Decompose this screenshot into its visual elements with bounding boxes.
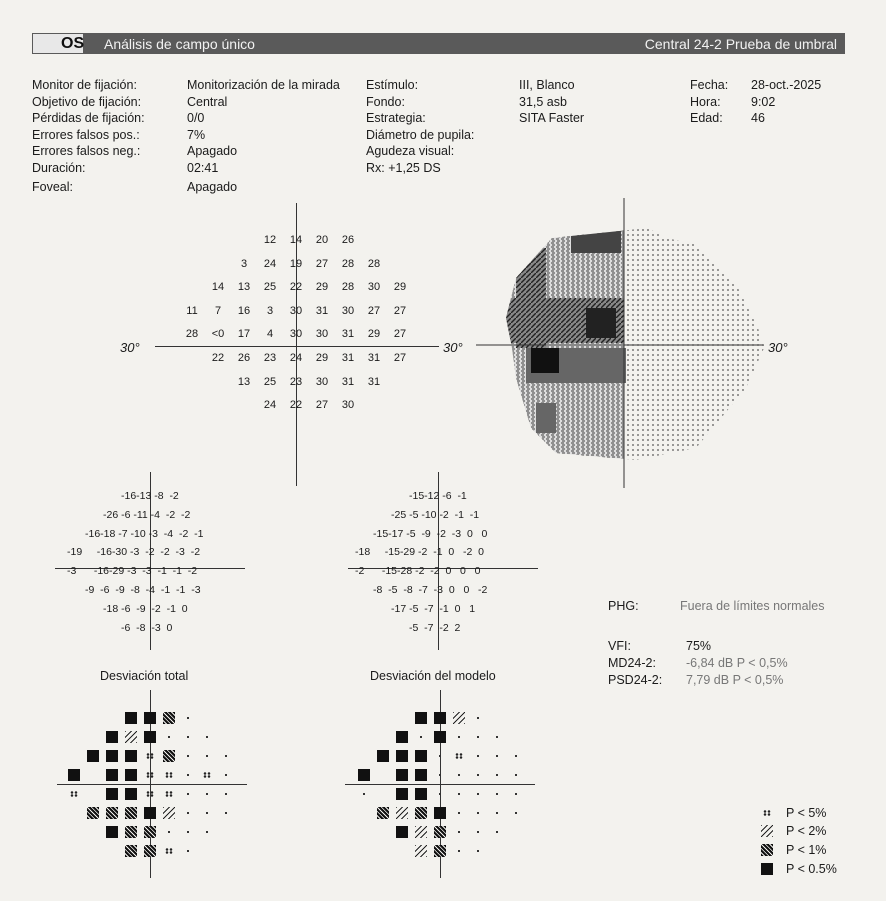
legend-label-p2: P < 2% bbox=[786, 824, 827, 838]
probability-symbol bbox=[165, 791, 173, 797]
threshold-value: 27 bbox=[393, 328, 407, 341]
deviation-row: -6 -8 -3 0 bbox=[121, 621, 173, 634]
info-col2-values bbox=[519, 77, 584, 127]
threshold-value: 24 bbox=[289, 352, 303, 364]
threshold-value: 22 bbox=[289, 399, 303, 412]
probability-symbol bbox=[187, 736, 189, 738]
probability-symbol bbox=[515, 774, 517, 776]
probability-symbol bbox=[515, 793, 517, 795]
probability-symbol bbox=[106, 731, 118, 743]
probability-symbol bbox=[496, 831, 498, 833]
threshold-value: 11 bbox=[186, 304, 198, 317]
info-value: Central bbox=[187, 94, 228, 109]
probability-symbol bbox=[496, 755, 498, 757]
probability-symbol bbox=[125, 712, 137, 724]
vfi-label: VFI: bbox=[608, 639, 631, 653]
probability-symbol bbox=[439, 774, 441, 776]
legend-label-p05: P < 0.5% bbox=[786, 862, 837, 876]
threshold-value: 27 bbox=[367, 304, 381, 317]
probability-symbol bbox=[125, 731, 137, 743]
threshold-value: 4 bbox=[266, 328, 274, 341]
probability-symbol bbox=[434, 826, 446, 838]
probability-symbol bbox=[434, 845, 446, 857]
threshold-value: <0 bbox=[211, 328, 225, 341]
threshold-value: 29 bbox=[315, 281, 329, 294]
threshold-value: 27 bbox=[393, 352, 407, 364]
probability-symbol bbox=[206, 793, 208, 795]
info-value-foveal: Apagado bbox=[187, 180, 238, 194]
threshold-axis-label-left: 30° bbox=[120, 340, 140, 355]
probability-symbol bbox=[146, 772, 154, 778]
threshold-value: 16 bbox=[237, 304, 251, 317]
threshold-value: 31 bbox=[367, 352, 381, 364]
probability-symbol bbox=[496, 774, 498, 776]
legend-label-p1: P < 1% bbox=[786, 843, 827, 857]
info-label: Pérdidas de fijación: bbox=[32, 111, 145, 125]
threshold-value: 27 bbox=[315, 399, 329, 412]
probability-symbol bbox=[434, 731, 446, 743]
threshold-value: 12 bbox=[263, 234, 277, 246]
total-prob-horizontal-axis bbox=[57, 784, 247, 785]
deviation-row: -18 -15-29 -2 -1 0 -2 0 bbox=[355, 546, 484, 559]
threshold-value: 23 bbox=[263, 352, 277, 364]
probability-symbol bbox=[458, 831, 460, 833]
threshold-value: 30 bbox=[315, 328, 329, 341]
phg-value: Fuera de límites normales bbox=[680, 599, 825, 613]
probability-symbol bbox=[377, 750, 389, 762]
probability-symbol bbox=[458, 736, 460, 738]
legend-label-p5: P < 5% bbox=[786, 806, 827, 820]
deviation-row: -9 -6 -9 -8 -4 -1 -1 -3 bbox=[85, 584, 201, 596]
p1-symbol-icon bbox=[761, 844, 773, 856]
probability-symbol bbox=[146, 753, 154, 759]
probability-symbol bbox=[415, 750, 427, 762]
info-col2-labels bbox=[366, 77, 474, 176]
threshold-value: 29 bbox=[393, 281, 407, 294]
probability-symbol bbox=[187, 812, 189, 814]
grayscale-field bbox=[476, 198, 796, 488]
threshold-value: 30 bbox=[315, 375, 329, 388]
probability-symbol bbox=[358, 769, 370, 781]
probability-symbol bbox=[144, 712, 156, 724]
phg-label: PHG: bbox=[608, 599, 639, 613]
probability-symbol bbox=[125, 807, 137, 819]
threshold-value: 22 bbox=[211, 352, 225, 364]
info-value: 0/0 bbox=[187, 111, 205, 125]
threshold-value: 31 bbox=[315, 304, 329, 317]
probability-symbol bbox=[206, 812, 208, 814]
probability-symbol bbox=[125, 845, 137, 857]
info-value: 46 bbox=[751, 111, 765, 125]
probability-symbol bbox=[206, 736, 208, 738]
md-label: MD24-2: bbox=[608, 656, 656, 670]
p5-symbol-icon bbox=[763, 810, 771, 816]
deviation-row: -5 -7 -2 2 bbox=[409, 621, 461, 634]
info-label: Edad: bbox=[690, 111, 723, 125]
probability-symbol bbox=[225, 755, 227, 757]
threshold-value: 31 bbox=[341, 375, 355, 388]
probability-symbol bbox=[70, 791, 78, 797]
threshold-value: 31 bbox=[341, 352, 355, 364]
info-value: 31,5 asb bbox=[519, 94, 567, 109]
threshold-value: 28 bbox=[367, 257, 381, 270]
probability-symbol bbox=[515, 755, 517, 757]
probability-symbol bbox=[477, 831, 479, 833]
probability-symbol bbox=[125, 826, 137, 838]
probability-symbol bbox=[225, 793, 227, 795]
probability-symbol bbox=[458, 812, 460, 814]
probability-symbol bbox=[477, 850, 479, 852]
deviation-row: -16-18 -7 -10 -3 -4 -2 -1 bbox=[85, 527, 204, 540]
p05-symbol-icon bbox=[761, 863, 773, 875]
info-label: Rx: +1,25 DS bbox=[366, 160, 441, 175]
info-col3-values bbox=[751, 77, 821, 127]
threshold-value: 17 bbox=[237, 328, 251, 341]
probability-symbol bbox=[106, 826, 118, 838]
probability-symbol bbox=[415, 769, 427, 781]
deviation-row: -8 -5 -8 -7 -3 0 0 -2 bbox=[373, 584, 488, 596]
probability-symbol bbox=[434, 807, 446, 819]
pattern-deviation-label: Desviación del modelo bbox=[370, 669, 496, 683]
info-label: Estrategia: bbox=[366, 111, 426, 125]
info-label-foveal: Foveal: bbox=[32, 180, 73, 194]
probability-symbol bbox=[455, 753, 463, 759]
threshold-value: 26 bbox=[237, 352, 251, 364]
info-col3-labels bbox=[690, 77, 728, 127]
info-label: Errores falsos neg.: bbox=[32, 144, 141, 158]
probability-symbol bbox=[420, 736, 422, 738]
probability-symbol bbox=[187, 831, 189, 833]
info-value: SITA Faster bbox=[519, 111, 585, 125]
probability-symbol bbox=[187, 717, 189, 719]
probability-symbol bbox=[496, 736, 498, 738]
probability-symbol bbox=[144, 826, 156, 838]
total-deviation-label: Desviación total bbox=[100, 669, 189, 683]
threshold-value: 14 bbox=[289, 234, 303, 246]
deviation-row: -26 -6 -11 -4 -2 -2 bbox=[103, 508, 191, 521]
threshold-value: 28 bbox=[341, 281, 355, 294]
report-header bbox=[32, 33, 845, 54]
threshold-value: 25 bbox=[263, 375, 277, 388]
eye-label: OS bbox=[61, 35, 85, 52]
psd-value: 7,79 dB P < 0,5% bbox=[686, 673, 784, 687]
report-title: Análisis de campo único bbox=[104, 36, 255, 52]
info-value: Monitorización de la mirada bbox=[187, 78, 340, 92]
info-label: Hora: bbox=[690, 94, 721, 109]
deviation-row: -3 -16-29 -3 -3 -1 -1 -2 bbox=[67, 565, 198, 578]
probability-symbol bbox=[106, 807, 118, 819]
info-value: 28-oct.-2025 bbox=[751, 78, 822, 92]
probability-symbol bbox=[87, 807, 99, 819]
threshold-value: 28 bbox=[185, 328, 199, 341]
info-label: Estímulo: bbox=[366, 78, 419, 92]
probability-symbol bbox=[225, 774, 227, 776]
pattern-prob-horizontal-axis bbox=[345, 784, 535, 785]
probability-symbol bbox=[439, 755, 441, 757]
probability-symbol bbox=[396, 769, 408, 781]
probability-symbol bbox=[477, 774, 479, 776]
probability-symbol bbox=[396, 750, 408, 762]
probability-symbol bbox=[125, 788, 137, 800]
threshold-value: 31 bbox=[341, 328, 355, 341]
probability-symbol bbox=[458, 793, 460, 795]
threshold-value: 23 bbox=[289, 375, 303, 388]
grayscale-plot bbox=[476, 198, 796, 488]
threshold-value: 24 bbox=[263, 399, 277, 412]
threshold-value: 30 bbox=[341, 399, 355, 412]
threshold-value: 30 bbox=[289, 328, 303, 341]
probability-symbol bbox=[415, 826, 427, 838]
info-value: 02:41 bbox=[187, 160, 219, 175]
probability-symbol bbox=[363, 793, 365, 795]
probability-symbol bbox=[206, 755, 208, 757]
info-value: III, Blanco bbox=[519, 78, 575, 92]
probability-symbol bbox=[87, 750, 99, 762]
probability-symbol bbox=[144, 845, 156, 857]
threshold-value: 13 bbox=[237, 281, 251, 294]
probability-symbol bbox=[458, 850, 460, 852]
psd-label: PSD24-2: bbox=[608, 673, 663, 687]
probability-symbol bbox=[125, 750, 137, 762]
probability-symbol bbox=[203, 772, 211, 778]
probability-symbol bbox=[396, 788, 408, 800]
threshold-value: 22 bbox=[289, 281, 303, 294]
threshold-value: 19 bbox=[289, 257, 303, 270]
probability-symbol bbox=[415, 807, 427, 819]
probability-symbol bbox=[396, 826, 408, 838]
probability-symbol bbox=[163, 750, 175, 762]
probability-symbol bbox=[477, 755, 479, 757]
probability-symbol bbox=[187, 755, 189, 757]
threshold-value: 3 bbox=[266, 304, 274, 317]
probability-symbol bbox=[106, 769, 118, 781]
probability-symbol bbox=[165, 772, 173, 778]
probability-symbol bbox=[515, 812, 517, 814]
info-value: Apagado bbox=[187, 144, 238, 158]
probability-symbol bbox=[477, 736, 479, 738]
threshold-value: 29 bbox=[367, 328, 381, 341]
md-value: -6,84 dB P < 0,5% bbox=[686, 656, 788, 670]
probability-symbol bbox=[165, 848, 173, 854]
probability-symbol bbox=[163, 807, 175, 819]
info-label: Monitor de fijación: bbox=[32, 78, 137, 92]
probability-symbol bbox=[477, 793, 479, 795]
eye-badge bbox=[32, 33, 84, 54]
probability-symbol bbox=[163, 712, 175, 724]
probability-symbol bbox=[396, 731, 408, 743]
probability-symbol bbox=[187, 793, 189, 795]
info-label: Diámetro de pupila: bbox=[366, 127, 475, 142]
threshold-horizontal-axis bbox=[155, 346, 439, 347]
info-value: 9:02 bbox=[751, 94, 776, 109]
probability-symbol bbox=[396, 807, 408, 819]
info-value: 7% bbox=[187, 127, 206, 142]
threshold-axis-label-right: 30° bbox=[443, 340, 463, 355]
probability-symbol bbox=[187, 774, 189, 776]
threshold-value: 24 bbox=[263, 257, 277, 270]
probability-symbol bbox=[415, 845, 427, 857]
probability-symbol bbox=[146, 791, 154, 797]
threshold-value: 14 bbox=[211, 281, 225, 294]
probability-symbol bbox=[144, 731, 156, 743]
info-label: Agudeza visual: bbox=[366, 144, 455, 158]
probability-symbol bbox=[206, 831, 208, 833]
threshold-value: 31 bbox=[367, 375, 381, 388]
deviation-row: -17 -5 -7 -1 0 1 bbox=[391, 602, 476, 615]
info-label: Fecha: bbox=[690, 78, 729, 92]
threshold-value: 7 bbox=[214, 304, 222, 317]
probability-symbol bbox=[144, 807, 156, 819]
deviation-row: -25 -5 -10 -2 -1 -1 bbox=[391, 508, 480, 521]
threshold-value: 3 bbox=[240, 257, 248, 270]
threshold-value: 27 bbox=[315, 257, 329, 270]
probability-symbol bbox=[439, 793, 441, 795]
threshold-value: 13 bbox=[237, 375, 251, 388]
threshold-value: 30 bbox=[289, 304, 303, 317]
threshold-value: 27 bbox=[393, 304, 407, 317]
threshold-value: 30 bbox=[341, 304, 355, 317]
threshold-value: 20 bbox=[315, 234, 329, 246]
probability-symbol bbox=[434, 712, 446, 724]
probability-symbol bbox=[68, 769, 80, 781]
info-label: Objetivo de fijación: bbox=[32, 94, 142, 109]
deviation-row: -15-17 -5 -9 -2 -3 0 0 bbox=[373, 527, 488, 540]
info-label: Errores falsos pos.: bbox=[32, 127, 140, 142]
probability-symbol bbox=[415, 712, 427, 724]
deviation-row: -16-13 -8 -2 bbox=[121, 490, 179, 502]
probability-symbol bbox=[496, 793, 498, 795]
threshold-value: 29 bbox=[315, 352, 329, 364]
deviation-row: -15-12 -6 -1 bbox=[409, 490, 467, 502]
probability-symbol bbox=[125, 769, 137, 781]
probability-symbol bbox=[477, 717, 479, 719]
probability-symbol bbox=[106, 750, 118, 762]
probability-symbol bbox=[168, 736, 170, 738]
threshold-value: 28 bbox=[341, 257, 355, 270]
info-label: Duración: bbox=[32, 160, 86, 175]
test-name: Central 24-2 Prueba de umbral bbox=[644, 36, 837, 52]
probability-symbol bbox=[496, 812, 498, 814]
threshold-value: 30 bbox=[367, 281, 381, 294]
deviation-row: -19 -16-30 -3 -2 -2 -3 -2 bbox=[67, 546, 201, 559]
deviation-row: -2 -15-28 -2 -2 0 0 0 bbox=[355, 565, 481, 578]
probability-symbol bbox=[458, 774, 460, 776]
probability-symbol bbox=[377, 807, 389, 819]
probability-symbol bbox=[415, 788, 427, 800]
threshold-value: 25 bbox=[263, 281, 277, 294]
deviation-row: -18 -6 -9 -2 -1 0 bbox=[103, 602, 188, 615]
info-label: Fondo: bbox=[366, 94, 405, 109]
p2-symbol-icon bbox=[761, 825, 773, 837]
info-col1-labels bbox=[32, 77, 145, 196]
probability-symbol bbox=[225, 812, 227, 814]
grayscale-axis-label-right: 30° bbox=[768, 340, 788, 355]
info-col1-values bbox=[187, 77, 340, 196]
vfi-value: 75% bbox=[686, 639, 712, 653]
probability-symbol bbox=[187, 850, 189, 852]
probability-symbol bbox=[106, 788, 118, 800]
probability-symbol bbox=[453, 712, 465, 724]
probability-symbol bbox=[168, 831, 170, 833]
probability-symbol bbox=[477, 812, 479, 814]
threshold-value: 26 bbox=[341, 234, 355, 246]
